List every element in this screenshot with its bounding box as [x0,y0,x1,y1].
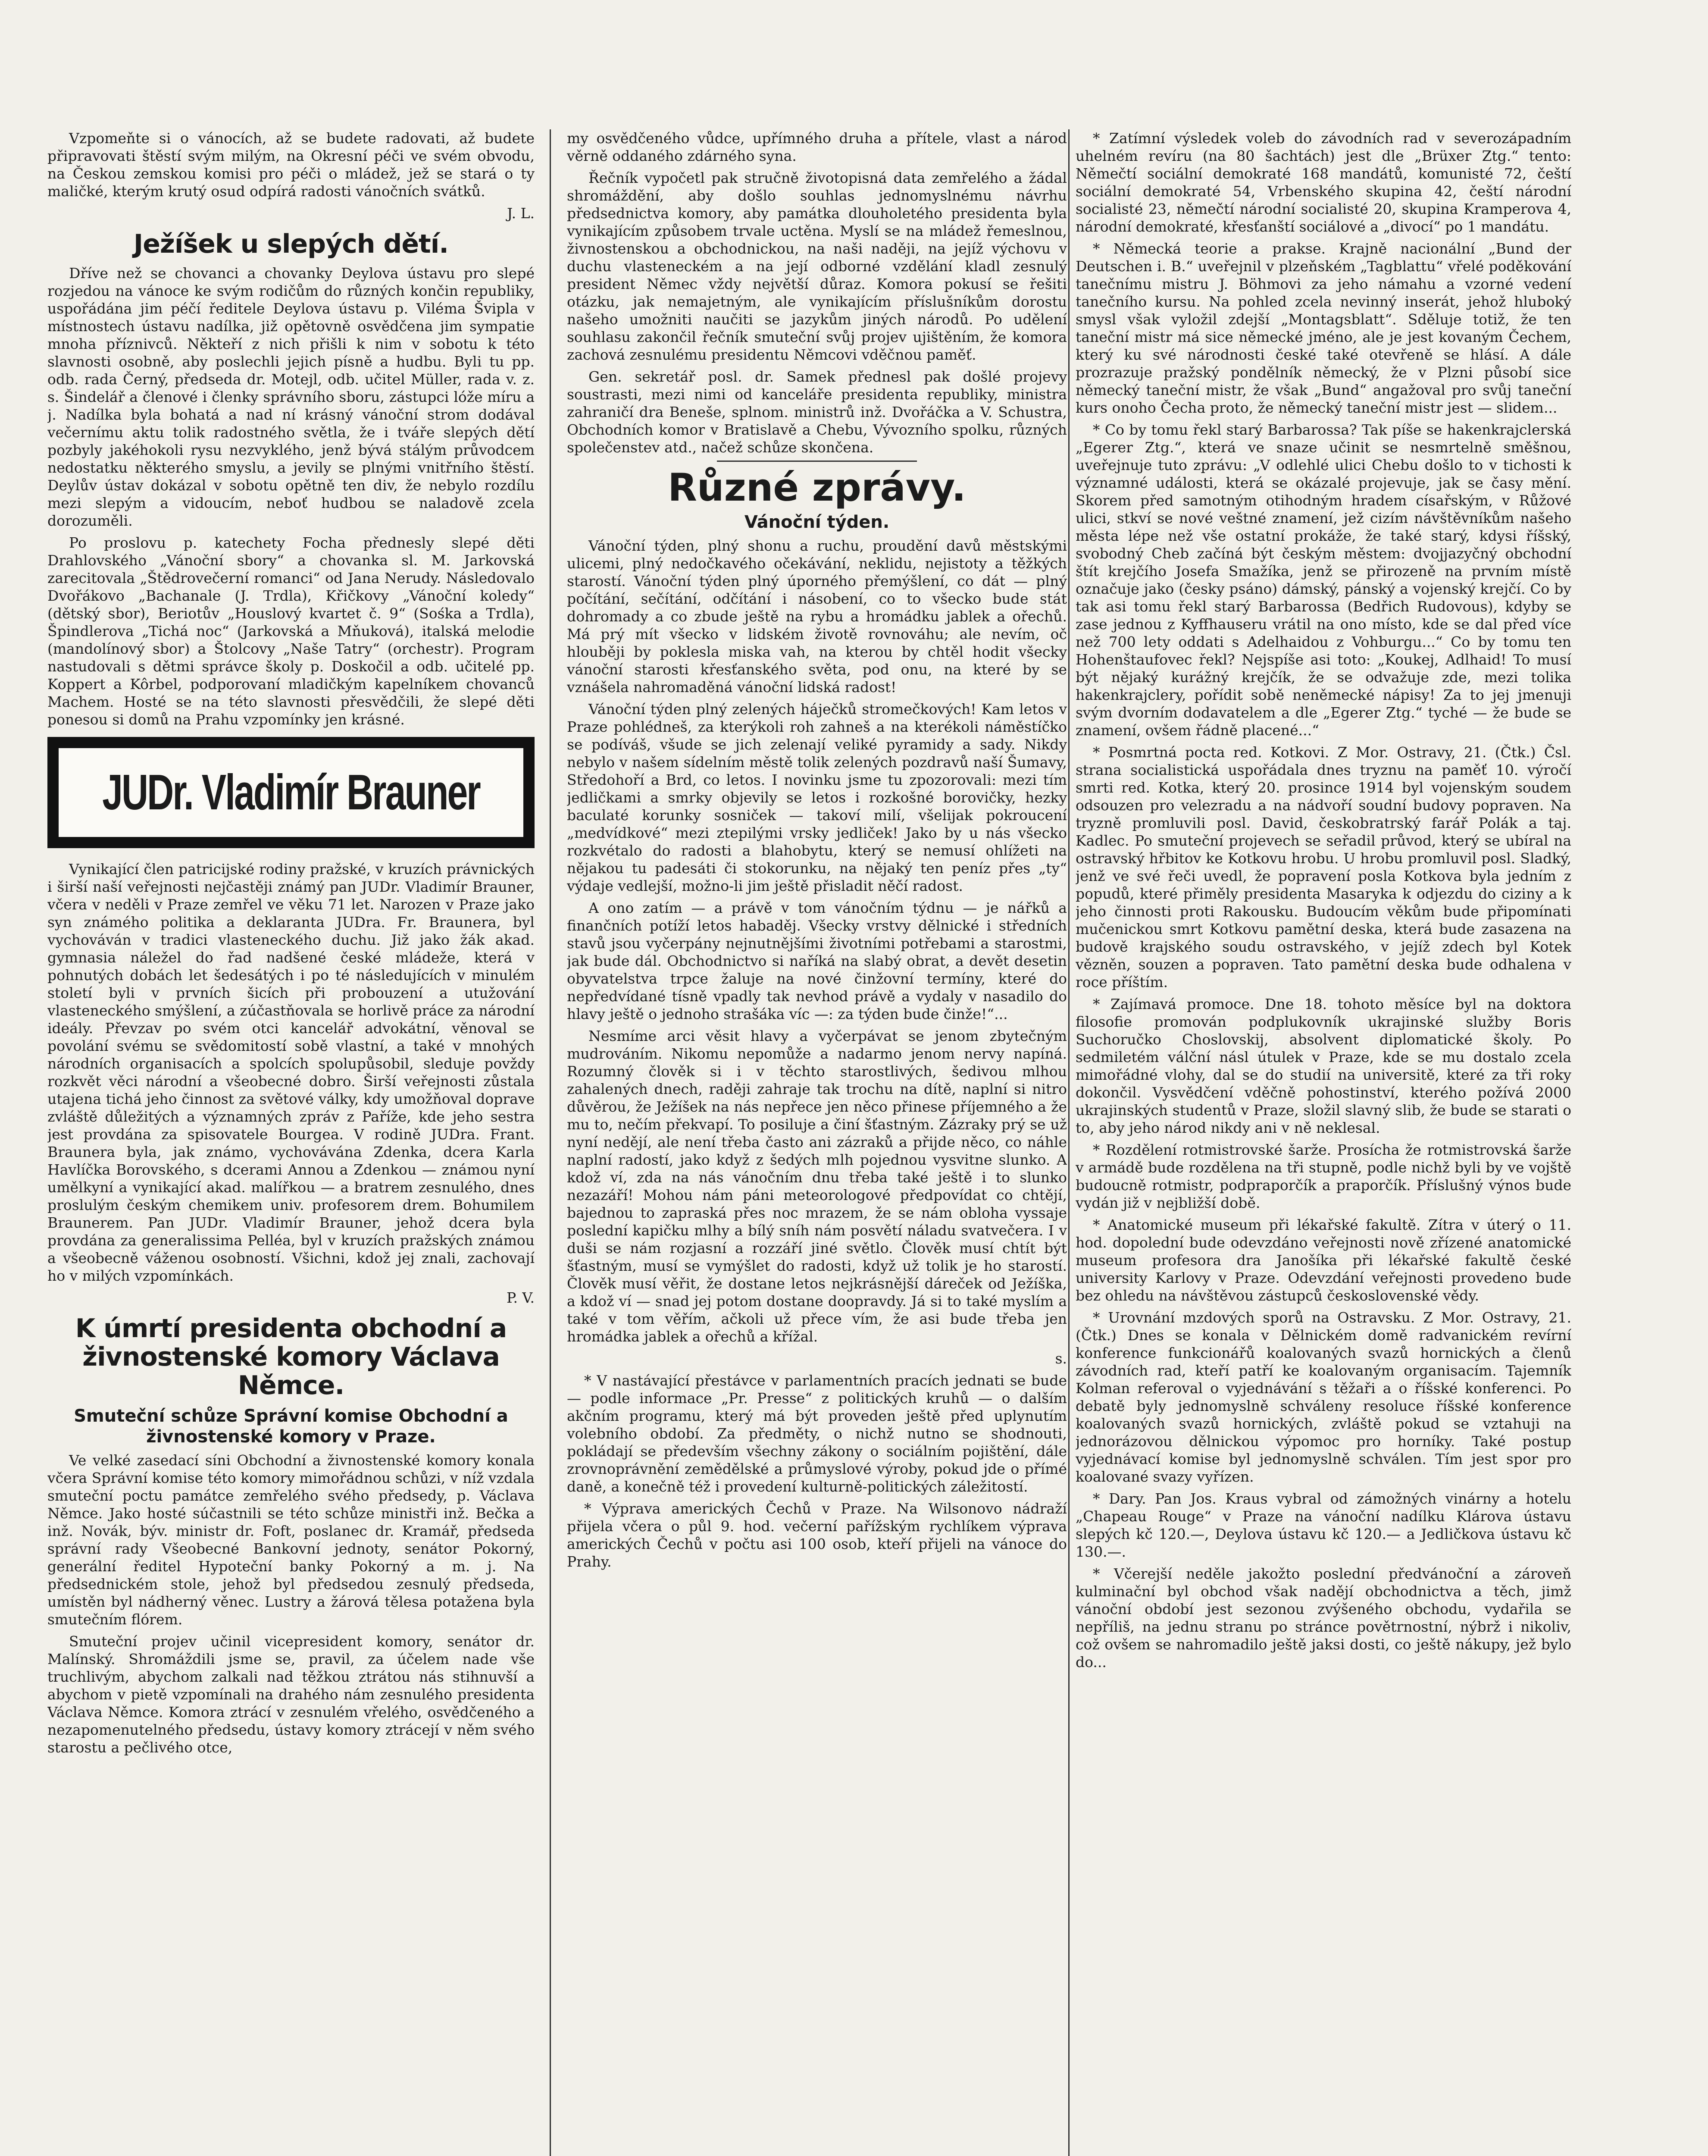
column-middle [567,129,1067,2156]
column-left [47,129,535,2156]
obituary-name: JUDr. Vladimír Brauner [102,764,480,821]
article-paragraph: Dříve než se chovanci a chovanky Deylova ústavu pro slepé rozjedou na vánoce ke svým rodičům do různých končin republiky, uspořádána jim péčí ředitele Deylova ústavu p. Viléma Švipla v místnostech ústavu nadílka, již opětovně osvědčena jim sympatie mnoha příznivců. Někteří z nich přišli k nim v sobotu k této slavnosti osobně, aby poslechli jejich písně a hudbu. Byli tu pp. odb. rada Černý, předseda dr. Motejl, odb. učitel Müller, rada v. z. s. Šindelář a členové i členky správního sboru, zástupci lóže míru a j. Nadílka byla bohatá a nad ní krásný vánoční strom dodával večernímu aktu tolik radostného světla, že i tváře slepých dětí pozbyly jakéhokoli rysu nezvyklého, jenž bývá stálým průvodcem nedostatku některého smyslu, a jevily se plnými vnitřního štěstí. Deylův ústav dokázal v sobotu opětně ten div, že nebylo rozdílu mezi slepým a vidoucím, neboť hudbou se naladově zcela dorozuměli. [47,265,535,529]
news-item: * Zajímavá promoce. Dne 18. tohoto měsíce byl na doktora filosofie promován podplukovník ukrajinské služby Boris Suchoručko Choslovskij, absolvent diplomatické školy. Po sedmiletém válční násl útulek v Praze, kde se mu dostalo zcela mimořádné vlohy, dal se do studií na universitě, které za tři roky dokončil. Vysvědčení vděčně pohostinství, kterého požívá 2000 ukrajinských studentů v Praze, složil slavný slib, že bude se starati o to, aby jeho národ nikdy ani v ně neklesal. [1076,996,1571,1136]
separator [717,461,917,462]
news-item: * V nastávající přestávce v parlamentních pracích jednati se bude — podle informace „Pr. Presse“ z politických kruhů — o dalším akčním programu, který má být proveden ještě před uplynutím volebního období. Za předměty, o nichž nutno se shodnouti, pokládají se především všechny zákony o sociálním pojištění, dále zrovnoprávnění zemědělské a průmyslové výroby, pokud jde o přímé daně, a konečně též i provedení kulturně-politických záležitostí. [567,1372,1067,1495]
subheadline-nemec: Smuteční schůze Správní komise Obchodní a živnostenské komory v Praze. [74,1406,508,1447]
news-item: * Anatomické museum při lékařské fakultě. Zítra v úterý o 11. hod. dopolední bude odevzdáno veřejnosti nově zřízené anatomické museum profesora dra Janošíka při lékařské fakultě české university Karlovy v Praze. Odevzdání veřejnosti provedeno bude bez ohledu na návštěvou zástupců československé vědy. [1076,1216,1571,1304]
news-item: * Dary. Pan Jos. Kraus vybral od zámožných vinárny a hotelu „Chapeau Rouge“ v Praze na vánoční nadílku Klárova ústavu slepých kč 120.—, Deylova ústavu kč 120.— a Jedličkova ústavu kč 130.—. [1076,1490,1571,1560]
section-title-ruzne-zpravy: Různé zprávy. [668,465,966,510]
news-item: * Výprava amerických Čechů v Praze. Na Wilsonovo nádraží přijela včera o půl 9. hod. večerní pařížským rychlíkem výprava amerických Čechů v počtu asi 100 osob, kteří přijeli na vánoce do Prahy. [567,1500,1067,1570]
subheadline-vanocni-tyden: Vánoční týden. [744,512,890,532]
intro-paragraph: Vzpomeňte si o vánocích, až se budete radovati, až budete připravovati štěstí svým milým, na Okresní péči ve svém obvodu, na Českou zemskou komisi pro péči o mládež, jež se stará o ty maličké, kterým krutý osud odpírá radosti vánočních svátků. [47,130,535,200]
intro-signature: J. L. [507,205,535,222]
news-item: * Posmrtná pocta red. Kotkovi. Z Mor. Ostravy, 21. (Čtk.) Čsl. strana socialistická uspořádala dnes tryznu na paměť 10. výročí smrti red. Kotka, který 20. prosince 1914 byl vojenským soudem odsouzen pro velezradu a na nádvoří soudní budovy popraven. Na tryzně promluvili posl. David, českobratrský farář Polák a taj. Kadlec. Po smuteční projevech se seřadil průvod, který se ubíral na ostravský hřbitov ke Kotkovu hrobu. U hrobu promluvil posl. Sladký, jenž ve své řeči uvedl, že popravení posla Kotkova byla jedním z popudů, které přiměly presidenta Masaryka k odjezdu do ciziny a k jeho činnosti proti Rakousku. Budoucím věkům bude připomínati mučenickou smrt Kotkovu pamětní deska, která bude zasazena na budově krajského soudu ostravského, v jejíž zdech byl Kotek vězněn, souzen a popraven. Tato pamětní deska bude odhalena v roce příštím. [1076,744,1571,990]
article-paragraph: Ve velké zasedací síni Obchodní a živnostenské komory konala včera Správní komise této komory mimořádnou schůzi, v níž vzdala smuteční poctu památce zemřelého svého předsedy, p. Václava Němce. Jako hosté súčastnili se této schůze ministři inž. Bečka a inž. Novák, býv. ministr dr. Foft, poslanec dr. Kramář, předseda správní rady Všeobecné Bankovní jednoty, senátor Pokorný, generální ředitel Hypoteční banky Pokorný a m. j. Na předsednickém stole, jehož byl předsedou zesnulý předseda, umístěn byl nádherný věnec. Lustry a žárová tělesa potažena byla smutečním flórem. [47,1452,535,1628]
article-signature: s. [1055,1350,1067,1367]
article-paragraph: Gen. sekretář posl. dr. Samek přednesl pak došlé projevy soustrasti, mezi nimi od kanceláře presidenta republiky, ministra zahraničí dra Beneše, splnom. ministrů inž. Dvořáčka a V. Schustra, Obchodních komor v Bratislavě a Chebu, Vývozního spolku, různých společenstev atd., načež schůze skončena. [567,368,1067,456]
obituary-text: Vynikající člen patricijské rodiny pražské, v kruzích právnických i širší naší veřejnosti nejčastěji známý pan JUDr. Vladimír Brauner, včera v neděli v Praze zemřel ve věku 71 let. Narozen v Praze jako syn známého politika a deklaranta JUDra. Fr. Braunera, byl vychováván v tradici vlasteneckého duchu. Již jako žák akad. gymnasia náležel do řad nadšené české mládeže, která v pohnutých dobách let šedesátých i po té následujících v minulém století byli v prvních šicích při probouzení a utužování vlasteneckého smýšlení, a zúčastňovala se horlivě práce za národní ideály. Převzav po svém otci kancelář advokátní, věnoval se povolání svému se svědomitostí sobě vlastní, a také v mnohých národních organisacích a spolcích spolupůsobil, sleduje povždy rozkvět věci národní a všeobecné dobro. Širší veřejnosti zůstala utajena tichá jeho činnost za světové války, kdy umožňoval doprave zvláště důležitých a významných zpráv z Paříže, kde jeho sestra jest provdána za spisovatele Bourgea. V rodině JUDra. Frant. Braunera byla, jak známo, vychovávána Zdenka, dcera Karla Havlíčka Borovského, s dcerami Annou a Zdenkou — známou nyní umělkyní a vynikající akad. malířkou — a bratrem zesnulého, dnes proslulým českým chemikem univ. profesorem drem. Bohumilem Braunerem. Pan JUDr. Vladimír Brauner, jehož dcera byla provdána za generalissima Pelléa, byl v kruzích pražských známou a všeobecně váženou osobností. Všichni, kdož jej znali, zachovají ho v milých vzpomínkách. [47,861,535,1284]
obituary-inner [56,746,526,840]
article-paragraph: Po proslovu p. katechety Focha přednesly slepé děti Drahlovského „Vánoční sbory“ a chovanka sl. M. Jarkovská zarecitovala „Štědrovečerní romanci“ od Jana Nerudy. Následovalo Dvořákovo „Bachanale (J. Trdla), Křičkovy „Vánoční koledy“ (dětský sbor), Beriotův „Houslový kvartet č. 9“ (Sośka a Trdla), Špindlerova „Tichá noc“ (Jarkovská a Mňuková), italská melodie (mandolínový sbor) a Štolcovy „Naše Tatry“ (orchestr). Program nastudovali s dětmi správce školy p. Doskočil a odb. učitelé pp. Koppert a Kôrbel, podporovaní mladičkým kapelníkem chovanců Machem. Hosté se na této slavnosti přesvědčili, že slepé děti ponesou si domů na Prahu vzpomínky jen krásné. [47,534,535,728]
news-item: * Co by tomu řekl starý Barbarossa? Tak píše se hakenkrajclerská „Egerer Ztg.“, která ve snaze učinit se nesmrtelně směšnou, uveřejnuje tuto zprávu: „V odlehlé ulici Chebu došlo to v tichosti k významné události, která se okázalé projevuje, jak se časy mění. Skorem před samotným otihodným hradem císařským, v Růžové ulici, stkví se nové veštné znamení, jež cizím návštěvníkům našeho města lépe než vše ostatní prokáže, že také starý, kdysi říšský, svobodný Cheb začíná být českým městem: dvojjazyčný obchodní štít krejčího Josefa Smažíka, jenž se přirozeně na prvním místě označuje jako (česky psáno) dámský, pánský a vojenský krejčí. Co by tak asi tomu řekl starý Barbarossa (Bedřich Rudovous), kdyby se zase jednou z Kyffhauseru vrátil na ono místo, kde se dal před více než 700 lety oddati s Adelhaidou z Vohburgu...“ Co by tomu ten Hohenštaufovec řekl? Nejspíše asi toto: „Koukej, Adlhaid! To musí být nějaký kurážný krejčík, že se odvažuje zde, mezi tolika hakenkrajclery, pořídit sobě neněmecké nápisy! Za to jej jmenuji svým dvorním dodavatelem a dle „Egerer Ztg.“ tyché — že bude se znamení, ovšem řádně placené...“ [1076,421,1571,739]
obituary-signature: P. V. [506,1289,535,1306]
news-item: * Zatímní výsledek voleb do závodních rad v severozápadním uhelném revíru (na 80 šachtách) jest dle „Brüxer Ztg.“ tento: Němečtí sociální demokraté 168 mandátů, komunisté 72, čeští sociální demokraté 54, Vrbenského skupina 42, čeští národní socialisté 23, němečtí národní socialisté 20, skupina Kramperova 4, národní demokraté, křesťanští sociálové a „divocí“ po 1 mandátu. [1076,130,1571,235]
news-item: * Německá teorie a prakse. Krajně nacionální „Bund der Deutschen i. B.“ uveřejnil v plzeňském „Tagblattu“ vřelé poděkování tanečnímu mistru J. Böhmovi za jeho námahu a vzorné vedení tanečního kursu. Na pohled zcela nevinný inserát, jehož hluboký smysl však vyložil zdejší „Montagsblatt“. Sděluje totiž, že ten taneční mistr má sice německé jméno, ale je jest kovaným Čechem, který ku své národnosti české také otevřeně se hlásí. A dále prozrazuje pražský pondělník německý, že v Plzni působí sice německý taneční mistr, že však „Bund“ angažoval pro svůj taneční kurs onoho Čecha proto, že německý taneční mistr jest — slidem... [1076,240,1571,416]
column-rule [550,129,551,2156]
article-paragraph: A ono zatím — a právě v tom vánočním týdnu — je nářků a finančních potíží letos habaděj. Všecky vrstvy dělnické i středních stavů jsou vyčerpány nejnutnějšími životními potřebami a starostmi, jak bude dál. Obchodnictvo si naříká na slabý obrat, a devět desetin obyvatelstva trpce žaluje na nové činžovní termíny, které do nepředvídané tísně vpadly tak nevhod právě a vydaly v nasadilo do hlavy ještě o jednoho strašáka víc —: za týden bude činže!“... [567,899,1067,1022]
column-rule [1068,129,1070,2156]
article-paragraph: Smuteční projev učinil vicepresident komory, senátor dr. Malínský. Shromáždili jsme se, pravil, za účelem nade vše truchlivým, abychom zalkali nad těžkou ztrátou nás stihnuvší a abychom v pietě vzpomínali na drahého nám zesnulého presidenta Václava Němce. Komora ztrácí v zesnulém vřelého, osvědčeného a nezapomenutelného předsedu, ústavy komory ztrácejí v něm svého starostu a pečlivého otce, [47,1633,535,1756]
news-item: * Rozdělení rotmistrovské šarže. Prosícha že rotmistrovská šarže v armádě bude rozdělena na tři stupně, podle nichž byli by ve vojště budoucně rotmistr, podpraporčík a praporčík. Příslušný výnos bude vydán již v nejbližší době. [1076,1141,1571,1211]
article-paragraph: Řečník vypočetl pak stručně životopisná data zemřelého a žádal shromáždění, aby došlo souhlas jednomyslnému návrhu předsednictva komory, aby památka dlouholetého presidenta byla vynikajícím způsobem trvale uctěna. Myslí se na mládež řemeslnou, živnostenskou a obchodnickou, na naši naději, na jejíž výchovu v duchu vlasteneckém a na její odborné vzdělání kladl zesnulý president Němec vždy největší důraz. Komora pokusí se řešiti otázku, jak nemajetným, ale vynikajícím příslušníkům dorostu našeho umožniti naučiti se jazykům jiných národů. Po udělení souhlasu zakončil řečník smuteční svůj projev ujištěním, že komora zachová zesnulému presidentu Němcovi vděčnou paměť. [567,169,1067,363]
headline-jezisek: Ježíšek u slepých dětí. [133,229,449,259]
article-paragraph: Vánoční týden plný zelených háječků stromečkových! Kam letos v Praze pohlédneš, za kterýkoli roh zahneš a na kterékoli náměstíčko se podíváš, všude se jich zelenají veliké pyramidy a sady. Nikdy nebylo v našem sídelním městě tolik zelených pozdravů naší Šumavy, Středohoří a Brd, co letos. I novinku jsme tu zpozorovali: mezi tím jedličkami a smrky objevily se letos i rozkošné borovičky, hezky baculaté korunky sosniček — takoví milí, všelijak pokroucení „medvídkové“ mezi ztepilými vrsky jedliček! Jako by u nás všecko rozkvétalo do radosti a blahobytu, který se nemusí ohlížeti na nějakou tu padesáti či stokorunku, na nějaký ten peníz přes „ty“ výdaje vedlejší, možno-li jim ještě přisladit něčí radost. [567,701,1067,894]
column-right [1076,129,1571,2156]
article-paragraph: my osvědčeného vůdce, upřímného druha a přítele, vlast a národ věrně oddaného zdárného syna. [567,130,1067,164]
headline-nemec: K úmrtí presidenta obchodní a živnostenské komory Václava Němce. [75,1313,507,1401]
article-paragraph: Nesmíme arci věsit hlavy a vyčerpávat se jenom zbytečným mudrováním. Nikomu nepomůže a nadarmo jenom nervy napíná. Rozumný člověk si i v těchto starostlivých, šedivou mlhou zahalených dnech, raději zahraje tak trochu na dítě, naplní si nitro důvěrou, že Ježíšek na nás nepřece jen něco přinese příjemného a že mu to, nečím překvapí. To posiluje a činí šťastným. Zázraky prý se už nyní nedějí, ale není třeba často ani zázraků a přijde něco, co náhle naplní radostí, jako když z šedých mlh pojednou vysvitne slunko. A kdož ví, zda na nás vánočním dnu třeba také ještě i to slunko nezazáří! Mohou nám páni meteorologové předpovídat co chtějí, bajednou to zapraská přes noc mrazem, že se nám obloha vyssaje poslední kapičku mlhy a bílý sníh nám posvětí náladu svatvečera. I v duši se nám rozjasní a rozzáří jiné světlo. Člověk musí chtít být šťastným, musí se vymýšlet do radosti, když už tolik je ho starostí. Člověk musí věřit, že dostane letos nejkrásnější dáreček od Ježíška, a kdož ví — snad jej potom dostane doopravdy. Já si to také myslím a také v tom věřím, ačkoli už přece vím, že asi bude třeba jen hromádka jablek a ořechů a křížal. [567,1028,1067,1345]
obituary-frame [47,737,535,848]
news-item: * Včerejší neděle jakožto poslední předvánoční a zároveň kulminační byl obchod však nadějí obchodnictva a těch, jimž vánoční období jest sezonou zvýšeného obchodu, vydařila se nepříliš, na jednu stranu po stránce povětrnostní, nýbrž i nikoliv, což ovšem se nahromadilo ještě jaksi dosti, co ještě nákupy, jež bylo do... [1076,1565,1571,1670]
news-item: * Urovnání mzdových sporů na Ostravsku. Z Mor. Ostravy, 21. (Čtk.) Dnes se konala v Dělnickém domě radvanickém revírní konference funkcionářů koalovaných svazů hornických a členů závodních rad, kteří patří ke koalovaným organisacím. Tajemník Kolman referoval o vyjednávání s těžaři a o říšské konferenci. Po debatě byly jednomyslně schváleny resoluce říšské konference koalovaných svazů hornických, zvláště pokud se vztahuji na jednorázovou dělnickou výpomoc pro horníky. Také postup vyjednávací komise byl jednomyslně schválen. Tím jest spor pro koalované svazy vyřízen. [1076,1309,1571,1485]
article-paragraph: Vánoční týden, plný shonu a ruchu, proudění davů městskými ulicemi, plný nedočkavého očekávání, neklidu, nejistoty a těžkých starostí. Vánoční týden plný úporného přemýšlení, co dát — plný počítání, sečítání, odčítání i násobení, co to všecko bude stát dohromady a co zbude ještě na rybu a hromádku jablek a ořechů. Má prý mít všecko v lidském životě rovnováhu; ale nevím, oč hlouběji by poklesla miska vah, na kterou by chtěl hodit všecky vánoční starosti křesťanského světa, pod onu, na které by se vznášela nahromaděná vánoční lidská radost! [567,537,1067,696]
